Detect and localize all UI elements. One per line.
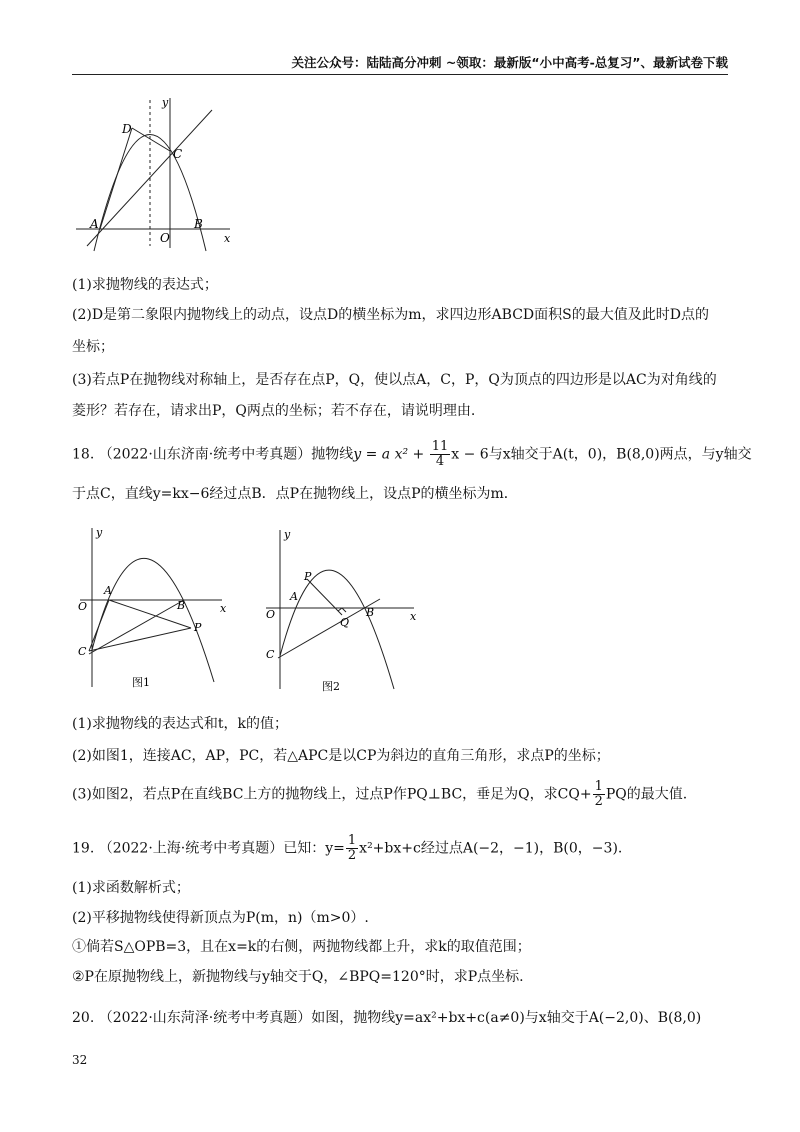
q18-line1 bbox=[72, 440, 752, 469]
page-header bbox=[72, 54, 728, 75]
fig2-parabola bbox=[280, 570, 394, 689]
q19-sub1: ①倘若S△OPB=3，且在x=k的右侧，两抛物线都上升，求k的取值范围； bbox=[72, 939, 531, 955]
q18-part2: (2)如图1，连接AC，AP，PC，若△APC是以CP为斜边的直角三角形，求点P的坐标； bbox=[72, 748, 610, 764]
q19-frac-den: 2 bbox=[347, 848, 357, 863]
q18-eq-a: y = a x² + bbox=[353, 446, 429, 463]
q19-part1: (1)求函数解析式； bbox=[72, 880, 190, 896]
q18-part3-fraction bbox=[593, 780, 605, 809]
label-o: O bbox=[160, 231, 170, 245]
fig2-label-y: y bbox=[284, 528, 291, 541]
page-number: 32 bbox=[72, 1053, 88, 1067]
fig2-label-c: C bbox=[266, 648, 275, 661]
label-x: x bbox=[224, 232, 231, 245]
fig2-right-angle-mark bbox=[338, 608, 346, 612]
fig1-label-o: O bbox=[78, 600, 88, 613]
q18-eq-b: x − 6与x轴交于A(t，0)，B(8,0)两点，与y轴交 bbox=[451, 446, 752, 463]
fig1-label-c: C bbox=[78, 645, 87, 658]
fig1-label-a: A bbox=[104, 584, 112, 597]
label-a: A bbox=[90, 217, 99, 231]
q20-line1: 20. （2022·山东菏泽·统考中考真题）如图，抛物线y=ax²+bx+c(a≠0)与x轴交于A(−2,0)、B(8,0) bbox=[72, 1010, 702, 1026]
figure-q18-fig1 bbox=[72, 522, 242, 692]
q19-frac-num: 1 bbox=[347, 833, 357, 848]
fig2-label-b: B bbox=[366, 606, 375, 619]
q19-part2: (2)平移抛物线使得新顶点为P(m，n)（m>0）. bbox=[72, 910, 369, 926]
fig2-label-p: P bbox=[304, 570, 312, 583]
q18-intro: 18. （2022·山东济南·统考中考真题）抛物线 bbox=[72, 446, 354, 463]
fig2-segment-pq bbox=[307, 579, 342, 615]
q18-frac-num: 11 bbox=[431, 439, 449, 454]
label-y: y bbox=[162, 96, 169, 109]
q19-intro: 19. （2022·上海·统考中考真题）已知：y= bbox=[72, 840, 345, 857]
q19-line1 bbox=[72, 834, 622, 863]
fig1-segment-cp bbox=[89, 628, 191, 651]
fig1-label-x: x bbox=[220, 602, 227, 615]
fig2-label-o: O bbox=[266, 608, 276, 621]
q17-part3-line1: (3)若点P在抛物线对称轴上，是否存在点P，Q，使以点A，C，P，Q为顶点的四边形是以AC为对角线的 bbox=[72, 372, 717, 388]
q18-part3 bbox=[72, 780, 687, 809]
q18-line2: 于点C，直线y=kx−6经过点B．点P在抛物线上，设点P的横坐标为m． bbox=[72, 486, 518, 502]
fig2-label-a: A bbox=[290, 590, 298, 603]
q18-part1: (1)求抛物线的表达式和t，k的值； bbox=[72, 716, 288, 732]
figure-q17 bbox=[72, 88, 242, 258]
fig1-label-p: P bbox=[194, 621, 202, 634]
q18-part3-pre: (3)如图2，若点P在直线BC上方的抛物线上，过点P作PQ⊥BC，垂足为Q，求CQ+ bbox=[72, 786, 592, 803]
q18-fraction bbox=[430, 440, 451, 469]
fig2-caption: 图2 bbox=[322, 680, 340, 693]
fig1-caption: 图1 bbox=[132, 676, 150, 689]
label-b: B bbox=[194, 217, 203, 231]
q19-fraction bbox=[346, 834, 358, 863]
figure-q18-fig2 bbox=[262, 524, 422, 696]
fig2-label-q: Q bbox=[340, 616, 350, 629]
q19-sub2: ②P在原抛物线上，新抛物线与y轴交于Q，∠BPQ=120°时，求P点坐标. bbox=[72, 969, 524, 985]
header-text: 关注公众号：陆陆高分冲刺 ~领取：最新版“小中高考-总复习”、最新试卷下载 bbox=[291, 55, 728, 70]
q18-part3-post: PQ的最大值. bbox=[605, 786, 688, 803]
fig1-line-cb bbox=[89, 600, 184, 654]
fig2-label-x: x bbox=[410, 610, 417, 623]
q17-part2-line2: 坐标； bbox=[72, 339, 114, 355]
q17-part3-line2: 菱形？若存在，请求出P，Q两点的坐标；若不存在，请说明理由. bbox=[72, 403, 476, 419]
label-d: D bbox=[122, 122, 132, 136]
q19-eq-post: x²+bx+c经过点A(−2，−1)，B(0，−3). bbox=[359, 840, 623, 857]
fig1-label-b: B bbox=[177, 599, 186, 612]
q17-part2-line1: (2)D是第二象限内抛物线上的动点，设点D的横坐标为m，求四边形ABCD面积S的最大值及此时D点的 bbox=[72, 307, 709, 323]
q17-part1: (1)求抛物线的表达式； bbox=[72, 277, 218, 293]
q18-part3-den: 2 bbox=[594, 794, 603, 809]
fig1-label-y: y bbox=[96, 526, 103, 539]
q18-frac-den: 4 bbox=[435, 454, 445, 469]
q18-part3-num: 1 bbox=[594, 779, 603, 794]
label-c: C bbox=[173, 147, 183, 161]
